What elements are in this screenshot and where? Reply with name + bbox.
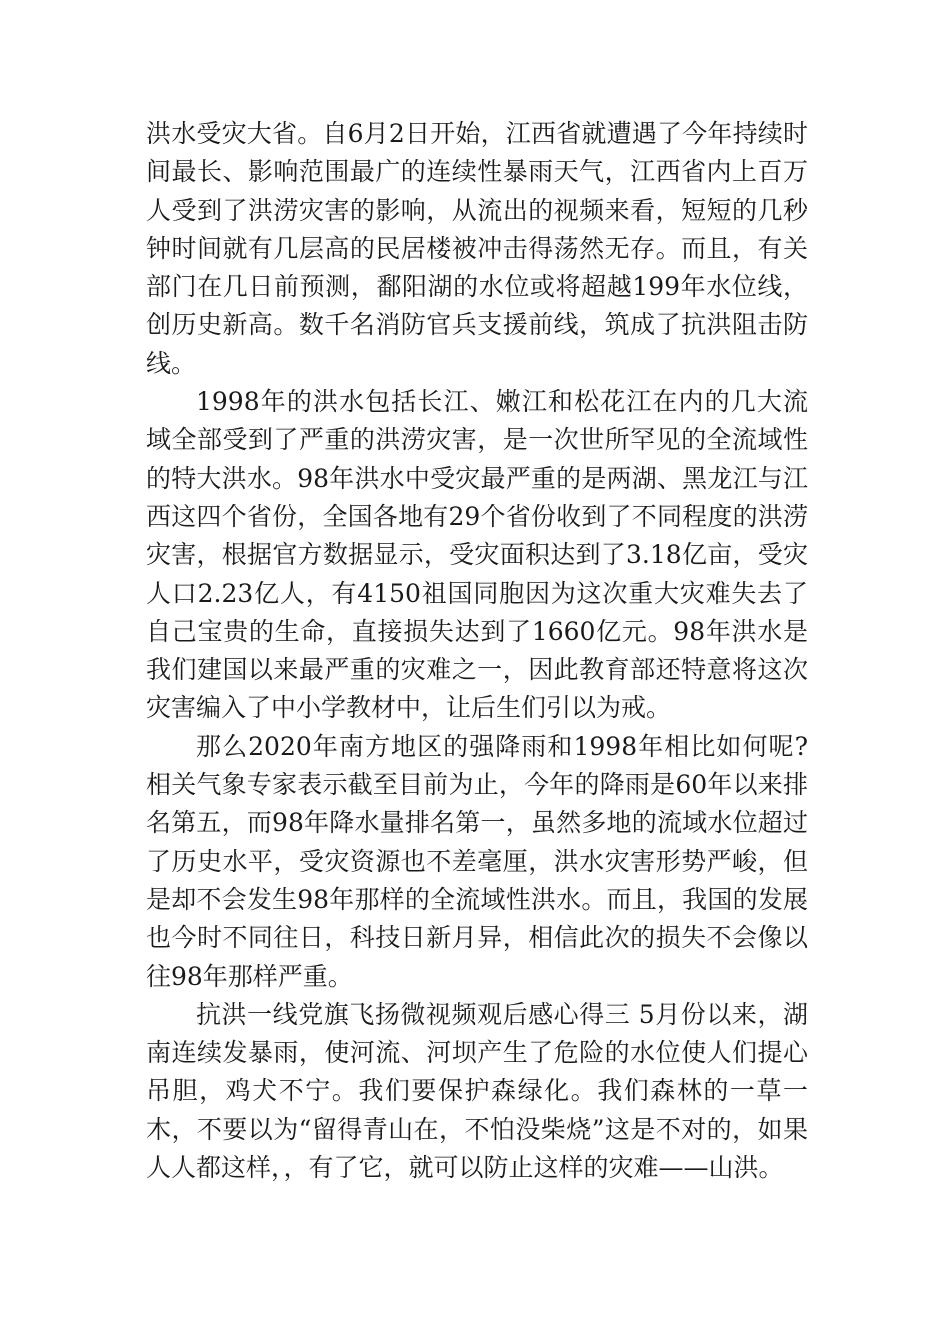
paragraph-3: 那么2020年南方地区的强降雨和1998年相比如何呢?相关气象专家表示截至目前为止，今年的降雨是60年以来排名第五，而98年降水量排名第一，虽然多地的流域水位超过了历史水平，受灾资源也不差毫厘，洪水灾害形势严峻，但是却不会发生98年那样的全流域性洪水。而且，我国的发展也今时不同往日，科技日新月异，相信此次的损失不会像以往98年那样严重。: [146, 731, 808, 991]
body-text: [146, 115, 808, 1187]
paragraph-4: 抗洪一线党旗飞扬微视频观后感心得三 5月份以来，湖南连续发暴雨，使河流、河坝产生了危险的水位使人们提心吊胆，鸡犬不宁。我们要保护森绿化。我们森林的一草一木，不要以为“留得青山在，不怕没柴烧”这是不对的，如果人人都这样，，有了它，就可以防止这样的灾难——山洪。: [146, 999, 808, 1183]
paragraph-2: 1998年的洪水包括长江、嫩江和松花江在内的几大流域全部受到了严重的洪涝灾害，是一次世所罕见的全流域性的特大洪水。98年洪水中受灾最严重的是两湖、黑龙江与江西这四个省份，全国各地有29个省份收到了不同程度的洪涝灾害，根据官方数据显示，受灾面积达到了3.18亿亩，受灾人口2.23亿人，有4150祖国同胞因为这次重大灾难失去了自己宝贵的生命，直接损失达到了1660亿元。98年洪水是我们建国以来最严重的灾难之一，因此教育部还特意将这次灾害编入了中小学教材中，让后生们引以为戒。: [146, 387, 808, 723]
paragraph-1: 洪水受灾大省。自6月2日开始，江西省就遭遇了今年持续时间最长、影响范围最广的连续性暴雨天气，江西省内上百万人受到了洪涝灾害的影响，从流出的视频来看，短短的几秒钟时间就有几层高的民居楼被冲击得荡然无存。而且，有关部门在几日前预测，鄱阳湖的水位或将超越199年水位线，创历史新高。数千名消防官兵支援前线，筑成了抗洪阻击防线。: [146, 119, 808, 378]
